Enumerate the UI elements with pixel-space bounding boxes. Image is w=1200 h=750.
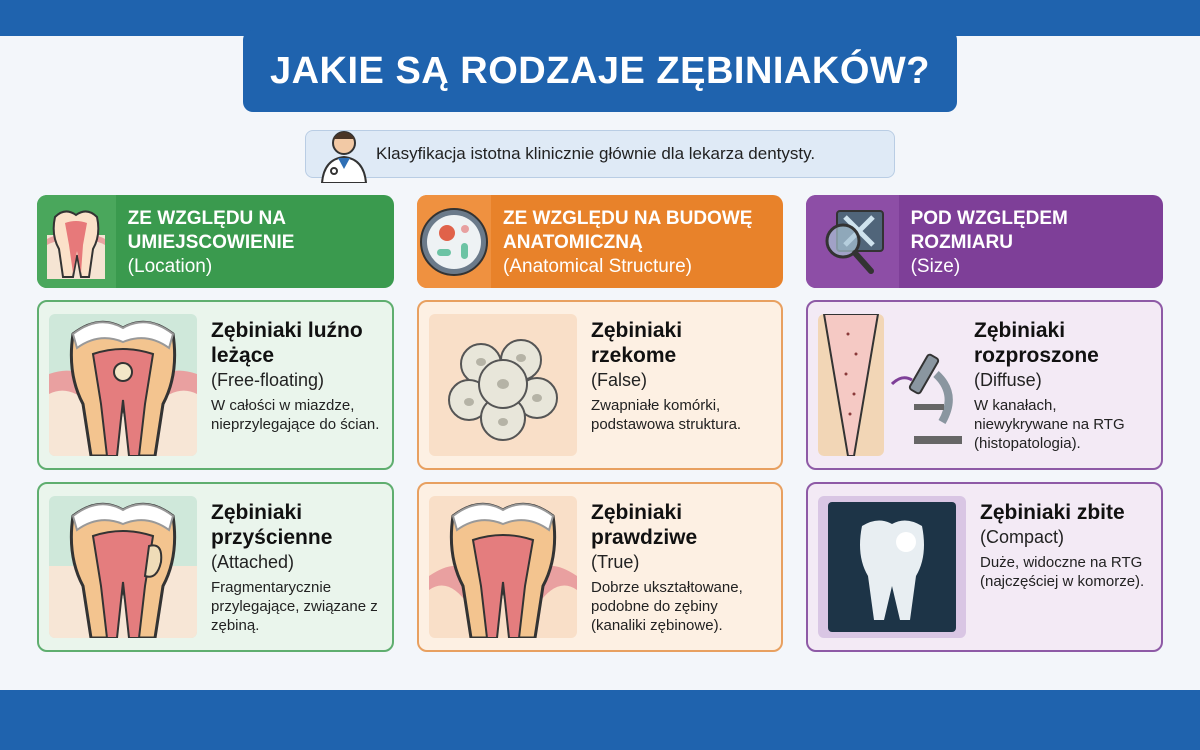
column-anatomical-structure [417,195,783,652]
card-title: Zębiniaki przyścienne [211,501,333,549]
card-subtitle: (Free-floating) [211,370,325,390]
column-subtitle: (Size) [910,256,961,277]
column-size [806,195,1163,652]
card-subtitle: (Compact) [980,527,1065,547]
doctor-icon [316,125,372,183]
card-diffuse [806,300,1163,470]
tooth-pulp-stone-icon [49,314,197,456]
card-title: Zębiniaki prawdziwe [591,501,698,549]
card-description: W całości w miazdze, nieprzylegające do ścian. [211,397,380,433]
tooth-attached-stone-icon [49,496,197,638]
tooth-tubules-icon [429,496,577,638]
card-title: Zębiniaki rzekome [591,319,683,367]
card-description: Fragmentarycznie przylegające, związane z zębiną. [211,579,378,634]
card-description: W kanałach, niewykrywane na RTG (histopatologia). [974,397,1125,452]
card-description: Duże, widoczne na RTG (najczęściej w komorze). [980,554,1145,590]
petri-dish-icon [417,195,491,288]
xray-magnifier-icon [806,195,899,288]
xray-tooth-icon [818,496,966,638]
page-title: JAKIE SĄ RODZAJE ZĘBINIAKÓW? [243,30,957,112]
card-subtitle: (Attached) [211,552,295,572]
column-title: POD WZGLĘDEM ROZMIARU [910,208,1068,253]
card-title: Zębiniaki rozproszone [974,319,1099,367]
card-false [417,300,783,470]
card-compact [806,482,1163,652]
calcified-cells-icon [429,314,577,456]
card-attached [37,482,394,652]
card-subtitle: (False) [591,370,648,390]
card-subtitle: (Diffuse) [974,370,1042,390]
subtitle-text: Klasyfikacja istotna klinicznie głównie dla lekarza dentysty. [376,144,816,163]
card-subtitle: (True) [591,552,640,572]
subtitle-banner [305,130,895,178]
column-subtitle: (Location) [127,256,213,277]
column-title: ZE WZGLĘDU NA UMIEJSCOWIENIE [127,208,295,253]
column-header [37,195,394,288]
column-location [37,195,394,652]
column-header [806,195,1163,288]
microscope-icon [818,314,968,456]
card-description: Dobrze ukształtowane, podobne do zębiny (kanaliki zębinowe). [591,579,743,634]
column-header [417,195,783,288]
card-title: Zębiniaki luźno leżące [211,319,363,367]
card-title: Zębiniaki zbite [980,501,1125,524]
card-free-floating [37,300,394,470]
column-subtitle: (Anatomical Structure) [503,256,693,277]
tooth-icon [37,195,116,288]
card-description: Zwapniałe komórki, podstawowa struktura. [591,397,742,433]
bottom-bar [0,690,1200,750]
column-title: ZE WZGLĘDU NA BUDOWĘ ANATOMICZNĄ [503,208,753,253]
card-true [417,482,783,652]
